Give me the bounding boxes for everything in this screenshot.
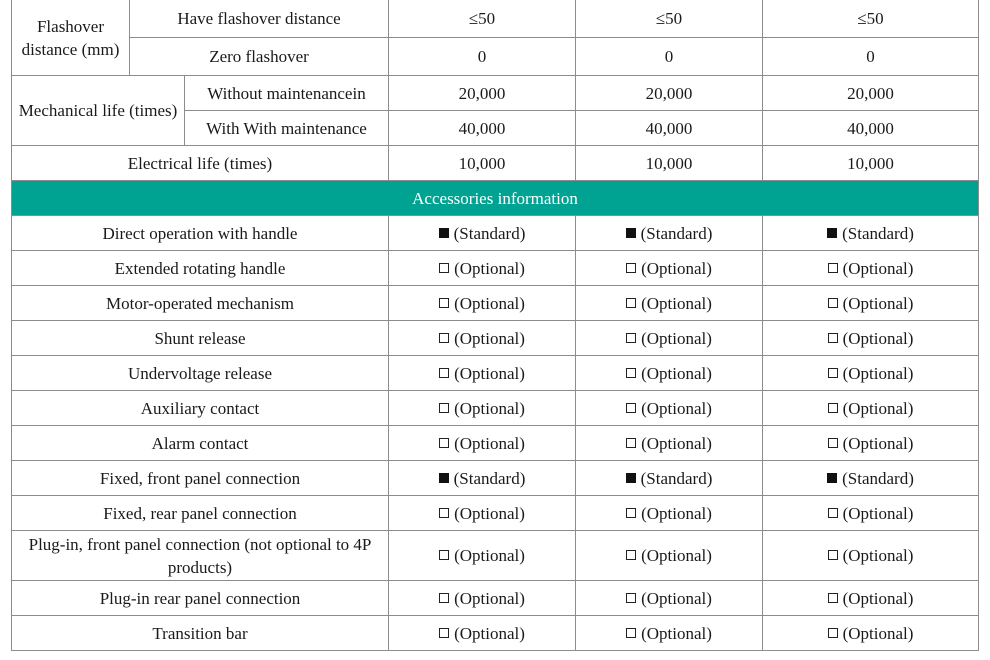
empty-square-icon [828, 593, 838, 603]
flashover-zero-label: Zero flashover [130, 38, 389, 76]
accessory-status-text: (Standard) [640, 468, 713, 488]
empty-square-icon [626, 508, 636, 518]
empty-square-icon [626, 593, 636, 603]
accessory-status-text: (Optional) [454, 398, 525, 418]
accessory-status-text: (Optional) [842, 503, 914, 523]
accessory-status-text: (Optional) [641, 433, 712, 453]
empty-square-icon [828, 263, 838, 273]
accessory-status-cell [389, 581, 576, 616]
mechanical-without-value-3: 20,000 [763, 76, 979, 111]
accessory-status-text: (Optional) [454, 293, 525, 313]
filled-square-icon [827, 228, 837, 238]
accessory-status-text: (Optional) [641, 363, 712, 383]
accessory-status-cell [389, 616, 576, 651]
accessory-status-text: (Standard) [842, 223, 914, 243]
accessory-status-text: (Optional) [454, 363, 525, 383]
empty-square-icon [439, 368, 449, 378]
accessory-status-text: (Optional) [842, 398, 914, 418]
accessory-label: Plug-in, front panel connection (not optional to 4P products) [12, 531, 389, 581]
table-row [12, 38, 979, 76]
accessory-label: Alarm contact [12, 426, 389, 461]
flashover-have-value-1: ≤50 [389, 0, 576, 38]
accessory-status-cell [576, 426, 763, 461]
empty-square-icon [439, 298, 449, 308]
accessory-label: Extended rotating handle [12, 251, 389, 286]
accessory-status-cell [576, 251, 763, 286]
accessory-status-cell [576, 286, 763, 321]
mechanical-with-value-2: 40,000 [576, 111, 763, 146]
accessory-status-text: (Optional) [641, 398, 712, 418]
empty-square-icon [626, 438, 636, 448]
accessory-status-text: (Optional) [842, 588, 914, 608]
empty-square-icon [439, 438, 449, 448]
filled-square-icon [439, 473, 449, 483]
accessory-status-cell [763, 391, 979, 426]
empty-square-icon [828, 508, 838, 518]
accessory-status-cell [389, 391, 576, 426]
accessory-status-cell [763, 616, 979, 651]
accessory-status-text: (Optional) [842, 546, 914, 565]
accessory-status-text: (Optional) [641, 623, 712, 643]
accessory-label: Motor-operated mechanism [12, 286, 389, 321]
flashover-zero-value-3: 0 [763, 38, 979, 76]
empty-square-icon [439, 333, 449, 343]
mechanical-with-value-3: 40,000 [763, 111, 979, 146]
table-row [12, 616, 979, 651]
table-row [12, 0, 979, 38]
accessory-status-cell [389, 286, 576, 321]
mechanical-without-value-2: 20,000 [576, 76, 763, 111]
flashover-zero-value-1: 0 [389, 38, 576, 76]
empty-square-icon [828, 550, 838, 560]
mechanical-with-label: With With maintenance [185, 111, 389, 146]
accessory-status-cell [763, 251, 979, 286]
accessory-status-text: (Standard) [640, 223, 713, 243]
accessory-status-cell [389, 426, 576, 461]
accessory-status-text: (Optional) [842, 433, 914, 453]
accessory-status-text: (Standard) [453, 468, 526, 488]
accessory-status-cell [576, 461, 763, 496]
table-row [12, 391, 979, 426]
accessory-status-text: (Optional) [641, 258, 712, 278]
accessory-status-text: (Optional) [842, 258, 914, 278]
accessory-status-cell [576, 496, 763, 531]
accessory-status-cell [763, 216, 979, 251]
accessory-status-cell [389, 531, 576, 581]
accessory-status-text: (Optional) [454, 588, 525, 608]
table-row [12, 286, 979, 321]
accessory-status-cell [763, 356, 979, 391]
empty-square-icon [626, 550, 636, 560]
empty-square-icon [626, 263, 636, 273]
filled-square-icon [827, 473, 837, 483]
empty-square-icon [828, 298, 838, 308]
empty-square-icon [439, 628, 449, 638]
accessory-status-text: (Optional) [454, 503, 525, 523]
empty-square-icon [828, 628, 838, 638]
table-row [12, 426, 979, 461]
accessory-label: Transition bar [12, 616, 389, 651]
accessory-status-cell [763, 461, 979, 496]
empty-square-icon [626, 298, 636, 308]
electrical-value-3: 10,000 [763, 146, 979, 181]
empty-square-icon [439, 263, 449, 273]
table-row [12, 356, 979, 391]
accessory-status-cell [576, 616, 763, 651]
accessory-label: Undervoltage release [12, 356, 389, 391]
accessory-status-text: (Optional) [641, 293, 712, 313]
accessory-status-cell [389, 496, 576, 531]
flashover-have-value-3: ≤50 [763, 0, 979, 38]
accessory-status-text: (Optional) [454, 546, 525, 565]
accessory-label: Direct operation with handle [12, 216, 389, 251]
accessory-label: Fixed, front panel connection [12, 461, 389, 496]
electrical-value-1: 10,000 [389, 146, 576, 181]
filled-square-icon [626, 228, 636, 238]
table-row [12, 321, 979, 356]
accessory-status-text: (Standard) [842, 468, 914, 488]
accessory-status-text: (Optional) [842, 363, 914, 383]
flashover-have-label: Have flashover distance [130, 0, 389, 38]
accessory-status-cell [389, 321, 576, 356]
accessory-status-cell [763, 581, 979, 616]
accessory-status-text: (Optional) [454, 433, 525, 453]
accessories-section-header [12, 181, 979, 216]
accessory-status-cell [763, 496, 979, 531]
flashover-zero-value-2: 0 [576, 38, 763, 76]
accessory-status-cell [576, 216, 763, 251]
table-row [12, 76, 979, 111]
empty-square-icon [439, 403, 449, 413]
accessory-label: Auxiliary contact [12, 391, 389, 426]
empty-square-icon [626, 628, 636, 638]
empty-square-icon [828, 333, 838, 343]
accessory-status-cell [576, 531, 763, 581]
accessory-status-cell [389, 251, 576, 286]
accessory-status-text: (Optional) [842, 293, 914, 313]
accessory-label: Plug-in rear panel connection [12, 581, 389, 616]
accessory-status-cell [389, 461, 576, 496]
accessory-status-text: (Optional) [641, 503, 712, 523]
empty-square-icon [439, 593, 449, 603]
spec-table [11, 0, 979, 651]
accessory-status-cell [576, 321, 763, 356]
table-row [12, 251, 979, 286]
accessory-label: Shunt release [12, 321, 389, 356]
accessory-status-cell [763, 286, 979, 321]
accessory-status-cell [763, 531, 979, 581]
accessory-status-cell [576, 356, 763, 391]
accessories-title: Accessories information [12, 181, 979, 216]
accessory-label: Fixed, rear panel connection [12, 496, 389, 531]
accessory-status-text: (Optional) [641, 546, 712, 565]
accessory-status-text: (Standard) [453, 223, 526, 243]
empty-square-icon [439, 550, 449, 560]
empty-square-icon [626, 368, 636, 378]
flashover-label: Flashover distance (mm) [12, 0, 130, 76]
empty-square-icon [626, 333, 636, 343]
filled-square-icon [439, 228, 449, 238]
mechanical-without-label: Without maintenancein [185, 76, 389, 111]
accessory-status-cell [763, 321, 979, 356]
accessory-status-text: (Optional) [641, 328, 712, 348]
accessory-status-text: (Optional) [641, 588, 712, 608]
table-row [12, 461, 979, 496]
table-row [12, 146, 979, 181]
accessory-status-text: (Optional) [842, 328, 914, 348]
empty-square-icon [828, 438, 838, 448]
accessory-status-text: (Optional) [842, 623, 914, 643]
accessory-status-cell [576, 581, 763, 616]
filled-square-icon [626, 473, 636, 483]
table-row [12, 581, 979, 616]
mechanical-without-value-1: 20,000 [389, 76, 576, 111]
table-row [12, 216, 979, 251]
mechanical-with-value-1: 40,000 [389, 111, 576, 146]
accessory-status-cell [389, 216, 576, 251]
accessory-status-text: (Optional) [454, 328, 525, 348]
accessories-table-body [12, 216, 979, 651]
empty-square-icon [626, 403, 636, 413]
electrical-value-2: 10,000 [576, 146, 763, 181]
accessory-status-cell [576, 391, 763, 426]
accessory-status-cell [389, 356, 576, 391]
spec-table-body [12, 0, 979, 216]
empty-square-icon [828, 368, 838, 378]
accessory-status-text: (Optional) [454, 258, 525, 278]
electrical-label: Electrical life (times) [12, 146, 389, 181]
flashover-have-value-2: ≤50 [576, 0, 763, 38]
empty-square-icon [439, 508, 449, 518]
mechanical-label: Mechanical life (times) [12, 76, 185, 146]
empty-square-icon [828, 403, 838, 413]
accessory-status-text: (Optional) [454, 623, 525, 643]
table-row [12, 496, 979, 531]
accessory-status-cell [763, 426, 979, 461]
table-row [12, 531, 979, 581]
